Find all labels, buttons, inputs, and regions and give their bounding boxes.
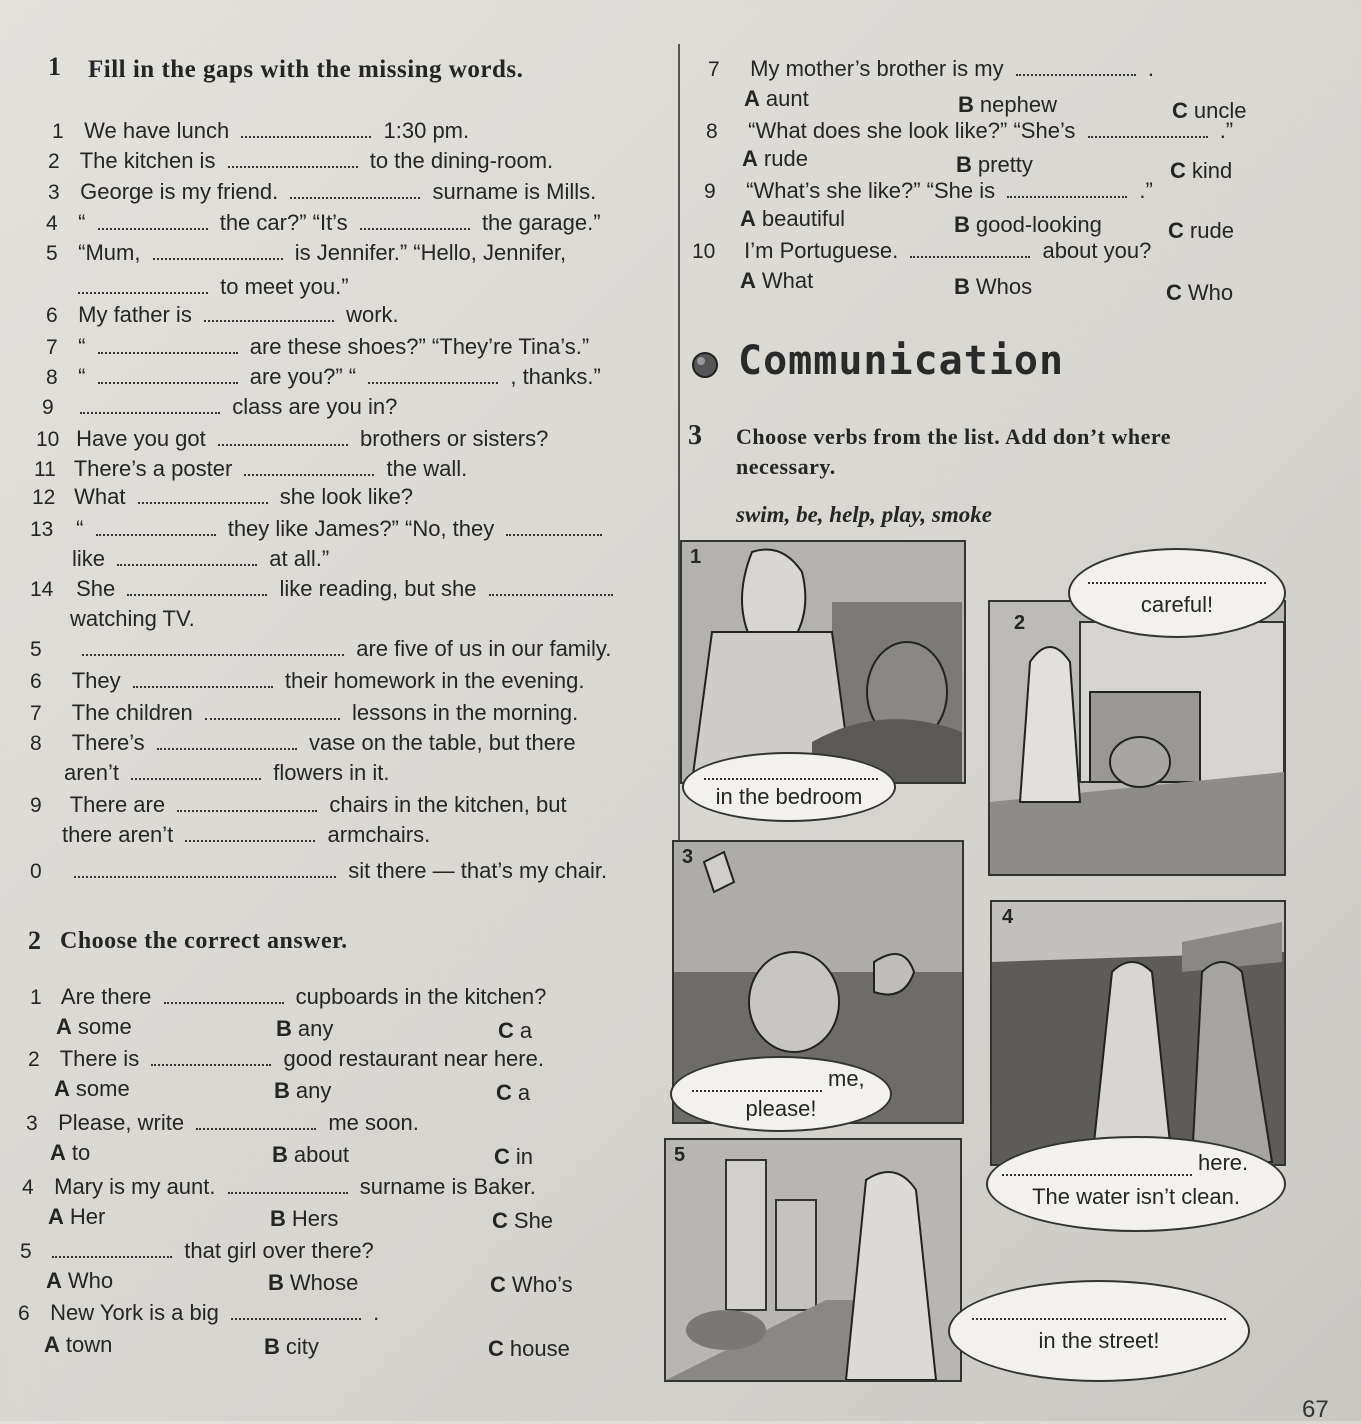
item-text: to meet you.” (220, 274, 349, 299)
question-text: . (1147, 56, 1154, 81)
question (18, 1300, 379, 1326)
answer-gap[interactable] (244, 462, 374, 476)
list-item (52, 118, 469, 144)
list-item (34, 456, 467, 482)
question (704, 178, 1153, 204)
option-label: a (519, 1018, 533, 1043)
answer-gap[interactable] (489, 582, 613, 596)
list-item (32, 484, 413, 510)
item-text: is Jennifer.” “Hello, Jennifer, (294, 240, 567, 265)
item-text: “Mum, (78, 240, 141, 265)
item-number: 7 (46, 336, 58, 359)
option-label: good-looking (975, 212, 1102, 237)
bubble-caption: in the bedroom (715, 784, 863, 809)
option-label: any (295, 1078, 332, 1103)
list-item (30, 858, 607, 884)
item-text: We have lunch (84, 118, 230, 143)
question (692, 238, 1151, 264)
item-text: the wall. (386, 456, 468, 481)
bubble-caption: me, (828, 1066, 865, 1091)
item-text: like (72, 546, 106, 571)
answer-gap[interactable] (153, 246, 283, 260)
answer-gap[interactable] (1002, 1164, 1192, 1176)
question-number: 7 (708, 58, 720, 81)
item-text: The kitchen is (79, 148, 216, 173)
option-c[interactable]: C She (492, 1208, 554, 1233)
item-number: 13 (30, 518, 54, 541)
item-text: their homework in the evening. (284, 668, 585, 693)
option-label: rude (1189, 218, 1234, 243)
answer-gap[interactable] (131, 766, 261, 780)
option-b[interactable]: B about (272, 1142, 349, 1167)
question-text: There is (59, 1046, 140, 1071)
item-text: “ (78, 210, 86, 235)
item-number: 8 (46, 366, 58, 389)
item-number: 8 (30, 732, 42, 755)
beach-illustration (992, 902, 1284, 1164)
bubble-caption: here. (1198, 1150, 1249, 1175)
option-b[interactable]: B Hers (270, 1206, 339, 1231)
option-b[interactable]: B good-looking (954, 212, 1102, 237)
panel-number: 1 (690, 546, 702, 568)
option-a[interactable]: A Who (46, 1268, 114, 1293)
city-street-illustration (666, 1140, 960, 1380)
option-label: Who (67, 1268, 114, 1293)
list-item (30, 576, 619, 602)
answer-gap[interactable] (82, 642, 344, 656)
option-label: Her (69, 1204, 106, 1229)
answer-gap[interactable] (157, 736, 297, 750)
option-a[interactable]: A Her (48, 1204, 106, 1229)
section-1-title: Fill in the gaps with the missing words. (88, 56, 524, 83)
option-label: some (75, 1076, 130, 1101)
question-number: 10 (692, 240, 716, 263)
item-number: 14 (30, 578, 54, 601)
item-text: She (76, 576, 116, 601)
section-bullet-icon (690, 350, 720, 380)
answer-gap[interactable] (972, 1308, 1226, 1320)
option-label: Who (1187, 280, 1234, 305)
section-1-number: 1 (48, 52, 61, 81)
option-label: beautiful (761, 206, 846, 231)
answer-gap[interactable] (177, 798, 317, 812)
item-text: class are you in? (232, 394, 398, 419)
item-text: “ (78, 334, 86, 359)
item-text: watching TV. (70, 606, 195, 631)
option-b[interactable]: B any (276, 1016, 334, 1041)
comic-panel-4 (990, 900, 1286, 1166)
answer-gap[interactable] (910, 244, 1030, 258)
option-label: Hers (291, 1206, 339, 1231)
list-item (36, 426, 548, 452)
question-text: cupboards in the kitchen? (295, 984, 547, 1009)
option-label: aunt (765, 86, 809, 111)
option-b[interactable]: B any (274, 1078, 332, 1103)
answer-gap[interactable] (98, 216, 208, 230)
option-a[interactable]: A aunt (744, 86, 809, 111)
comic-panel-1 (680, 540, 966, 784)
bedroom-illustration (682, 542, 964, 782)
option-b[interactable]: B pretty (956, 152, 1033, 177)
question-text: Please, write (58, 1110, 185, 1135)
option-label: kind (1191, 158, 1233, 183)
verb-list: swim, be, help, play, smoke (736, 502, 992, 527)
item-text: brothers or sisters? (360, 426, 549, 451)
list-item (30, 516, 608, 542)
answer-gap[interactable] (231, 1306, 361, 1320)
question-number: 5 (20, 1240, 32, 1263)
answer-gap[interactable] (704, 768, 878, 780)
list-item (30, 792, 567, 818)
option-a[interactable]: A What (740, 268, 814, 293)
question-text: My mother’s brother is my (750, 56, 1004, 81)
item-text: at all.” (269, 546, 330, 571)
speech-bubble-2 (1068, 548, 1286, 638)
option-label: rude (763, 146, 808, 171)
option-label: Whos (975, 274, 1033, 299)
option-a[interactable]: A some (56, 1014, 132, 1039)
list-item (48, 148, 553, 174)
option-c[interactable]: C kind (1170, 158, 1233, 183)
answer-gap[interactable] (151, 1052, 271, 1066)
question-number: 8 (706, 120, 718, 143)
option-b[interactable]: B Whose (268, 1270, 359, 1295)
answer-gap[interactable] (74, 864, 336, 878)
question-number: 6 (18, 1302, 30, 1325)
list-item (30, 668, 585, 694)
item-text: like reading, but she (279, 576, 477, 601)
list-item (42, 394, 397, 420)
question-text: me soon. (328, 1110, 419, 1135)
option-c[interactable]: C a (498, 1018, 533, 1043)
question-text: .” (1219, 118, 1234, 143)
list-item-continuation (72, 546, 329, 572)
option-label: Who’s (511, 1272, 573, 1297)
option-label: town (65, 1332, 113, 1357)
street-crossing-illustration (990, 602, 1284, 874)
option-b[interactable]: B city (264, 1334, 319, 1359)
question-text: .” (1139, 178, 1153, 203)
item-number: 3 (48, 181, 60, 204)
comic-panel-2 (988, 600, 1286, 876)
item-text: 1:30 pm. (383, 118, 470, 143)
panel-number: 2 (1014, 612, 1026, 634)
bubble-caption: in the street! (1038, 1328, 1160, 1353)
question-text: Are there (60, 984, 152, 1009)
question-number: 1 (30, 986, 42, 1009)
answer-gap[interactable] (133, 674, 273, 688)
speech-bubble-3 (670, 1056, 892, 1132)
option-label: any (297, 1016, 334, 1041)
answer-gap[interactable] (138, 490, 268, 504)
section-2-number: 2 (28, 926, 41, 955)
question (706, 118, 1233, 144)
item-number: 10 (36, 428, 60, 451)
question-text: I’m Portuguese. (744, 238, 899, 263)
answer-gap[interactable] (205, 706, 340, 720)
answer-gap[interactable] (290, 185, 420, 199)
option-c[interactable]: C uncle (1172, 98, 1247, 123)
option-a[interactable]: A to (50, 1140, 91, 1165)
answer-gap[interactable] (98, 370, 238, 384)
item-text: surname is Mills. (432, 179, 597, 204)
question (708, 56, 1154, 82)
speech-bubble-5 (948, 1280, 1250, 1382)
answer-gap[interactable] (692, 1080, 822, 1092)
item-text: “ (76, 516, 84, 541)
option-label: She (513, 1208, 554, 1233)
item-text: There are (69, 792, 166, 817)
list-item-continuation (64, 760, 389, 786)
list-item (48, 179, 596, 205)
question-number: 9 (704, 180, 716, 203)
item-text: aren’t (64, 760, 120, 785)
list-item (46, 334, 589, 360)
item-number: 2 (48, 150, 60, 173)
question-text: good restaurant near here. (283, 1046, 544, 1071)
list-item-continuation (78, 274, 349, 300)
item-text: vase on the table, but there (308, 730, 576, 755)
list-item (46, 302, 399, 328)
question (20, 1238, 374, 1264)
question-text: surname is Baker. (359, 1174, 536, 1199)
list-item (30, 730, 576, 756)
answer-gap[interactable] (1007, 184, 1127, 198)
item-text: There’s (71, 730, 145, 755)
option-label: in (515, 1144, 534, 1169)
list-item (30, 700, 578, 726)
option-a[interactable]: A some (54, 1076, 130, 1101)
answer-gap[interactable] (506, 522, 602, 536)
option-label: to (71, 1140, 91, 1165)
option-c[interactable]: C a (496, 1080, 531, 1105)
answer-gap[interactable] (164, 990, 284, 1004)
answer-gap[interactable] (218, 432, 348, 446)
bubble-caption: please! (745, 1096, 817, 1121)
item-text: What (74, 484, 126, 509)
item-text: are these shoes?” “They’re Tina’s.” (249, 334, 590, 359)
item-number: 1 (52, 120, 64, 143)
answer-gap[interactable] (96, 522, 216, 536)
question-number: 4 (22, 1176, 34, 1199)
question-text: “What does she look like?” “She’s (748, 118, 1076, 143)
item-number: 6 (46, 304, 58, 327)
item-number: 6 (30, 670, 42, 693)
item-text: the car?” “It’s (219, 210, 348, 235)
answer-gap[interactable] (1088, 124, 1208, 138)
panel-number: 4 (1002, 906, 1014, 928)
option-label: a (517, 1080, 531, 1105)
item-text: The children (71, 700, 193, 725)
item-number: 9 (42, 396, 54, 419)
question-text: “What’s she like?” “She is (746, 178, 996, 203)
item-text: lessons in the morning. (352, 700, 579, 725)
answer-gap[interactable] (80, 400, 220, 414)
question (22, 1174, 536, 1200)
item-text: are you?” “ (249, 364, 357, 389)
option-label: city (285, 1334, 319, 1359)
question-number: 3 (26, 1112, 38, 1135)
item-text: there aren’t (62, 822, 174, 847)
comic-panel-5 (664, 1138, 962, 1382)
bubble-caption: The water isn’t clean. (1032, 1184, 1240, 1209)
item-text: There’s a poster (73, 456, 233, 481)
option-a[interactable]: A rude (742, 146, 808, 171)
item-number: 5 (30, 638, 42, 661)
item-number: 4 (46, 212, 58, 235)
answer-gap[interactable] (228, 154, 358, 168)
question-text: . (373, 1300, 380, 1325)
speech-bubble-4 (986, 1136, 1286, 1232)
question-text: about you? (1042, 238, 1152, 263)
answer-gap[interactable] (127, 582, 267, 596)
option-label: nephew (979, 92, 1057, 117)
answer-gap[interactable] (228, 1180, 348, 1194)
item-text: flowers in it. (273, 760, 390, 785)
option-c[interactable]: C Who (1166, 280, 1234, 305)
item-text: work. (346, 302, 399, 327)
option-a[interactable]: A town (44, 1332, 113, 1357)
section-2-title: Choose the correct answer. (60, 928, 348, 954)
item-text: sit there — that’s my chair. (348, 858, 608, 883)
option-c[interactable]: C Who’s (490, 1272, 573, 1297)
panel-number: 3 (682, 846, 694, 868)
option-b[interactable]: B nephew (958, 92, 1057, 117)
question-number: 2 (28, 1048, 40, 1071)
question (28, 1046, 544, 1072)
section-3-title: Choose verbs from the list. Add don’t where (736, 424, 1172, 449)
question-text: that girl over there? (184, 1238, 374, 1263)
bubble-caption: careful! (1140, 592, 1214, 617)
item-text: , thanks.” (510, 364, 601, 389)
list-item-continuation (62, 822, 430, 848)
question-text: Mary is my aunt. (54, 1174, 216, 1199)
item-number: 12 (32, 486, 56, 509)
item-text: armchairs. (327, 822, 431, 847)
answer-gap[interactable] (52, 1244, 172, 1258)
item-text: Have you got (76, 426, 206, 451)
option-c[interactable]: C in (494, 1144, 534, 1169)
speech-bubble-1 (682, 752, 896, 822)
item-number: 5 (46, 242, 58, 265)
option-label: some (77, 1014, 132, 1039)
option-c[interactable]: C rude (1168, 218, 1234, 243)
item-number: 9 (30, 794, 42, 817)
answer-gap[interactable] (204, 308, 334, 322)
question-text: New York is a big (50, 1300, 219, 1325)
list-item (30, 636, 611, 662)
question (26, 1110, 419, 1136)
item-text: They (71, 668, 121, 693)
item-text: chairs in the kitchen, but (329, 792, 567, 817)
list-item-continuation (70, 606, 195, 632)
answer-gap[interactable] (185, 828, 315, 842)
list-item (46, 364, 601, 390)
option-label: uncle (1193, 98, 1247, 123)
section-3-title-cont: necessary. (736, 454, 836, 479)
answer-gap[interactable] (360, 216, 470, 230)
item-number: 11 (34, 458, 56, 481)
answer-gap[interactable] (241, 124, 371, 138)
item-number: 7 (30, 702, 42, 725)
section-3-number: 3 (688, 420, 702, 451)
section-heading: Communication (738, 338, 1065, 384)
option-label: pretty (977, 152, 1033, 177)
option-label: house (509, 1336, 570, 1361)
item-text: “ (78, 364, 86, 389)
answer-gap[interactable] (1088, 572, 1266, 584)
answer-gap[interactable] (368, 370, 498, 384)
answer-gap[interactable] (117, 552, 257, 566)
page-number: 67 (1302, 1396, 1329, 1423)
answer-gap[interactable] (1016, 62, 1136, 76)
answer-gap[interactable] (78, 280, 208, 294)
item-text: the garage.” (481, 210, 601, 235)
item-text: to the dining-room. (369, 148, 554, 173)
item-number: 0 (30, 860, 42, 883)
option-label: about (293, 1142, 349, 1167)
list-item (46, 240, 566, 266)
item-text: they like James?” “No, they (227, 516, 495, 541)
option-a[interactable]: A beautiful (740, 206, 846, 231)
option-label: Whose (289, 1270, 359, 1295)
answer-gap[interactable] (98, 340, 238, 354)
question (30, 984, 546, 1010)
panel-number: 5 (674, 1144, 686, 1166)
option-b[interactable]: B Whos (954, 274, 1033, 299)
option-label: What (761, 268, 814, 293)
item-text: George is my friend. (80, 179, 279, 204)
item-text: she look like? (279, 484, 414, 509)
item-text: My father is (78, 302, 192, 327)
option-c[interactable]: C house (488, 1336, 570, 1361)
item-text: are five of us in our family. (356, 636, 612, 661)
list-item (46, 210, 601, 236)
answer-gap[interactable] (196, 1116, 316, 1130)
